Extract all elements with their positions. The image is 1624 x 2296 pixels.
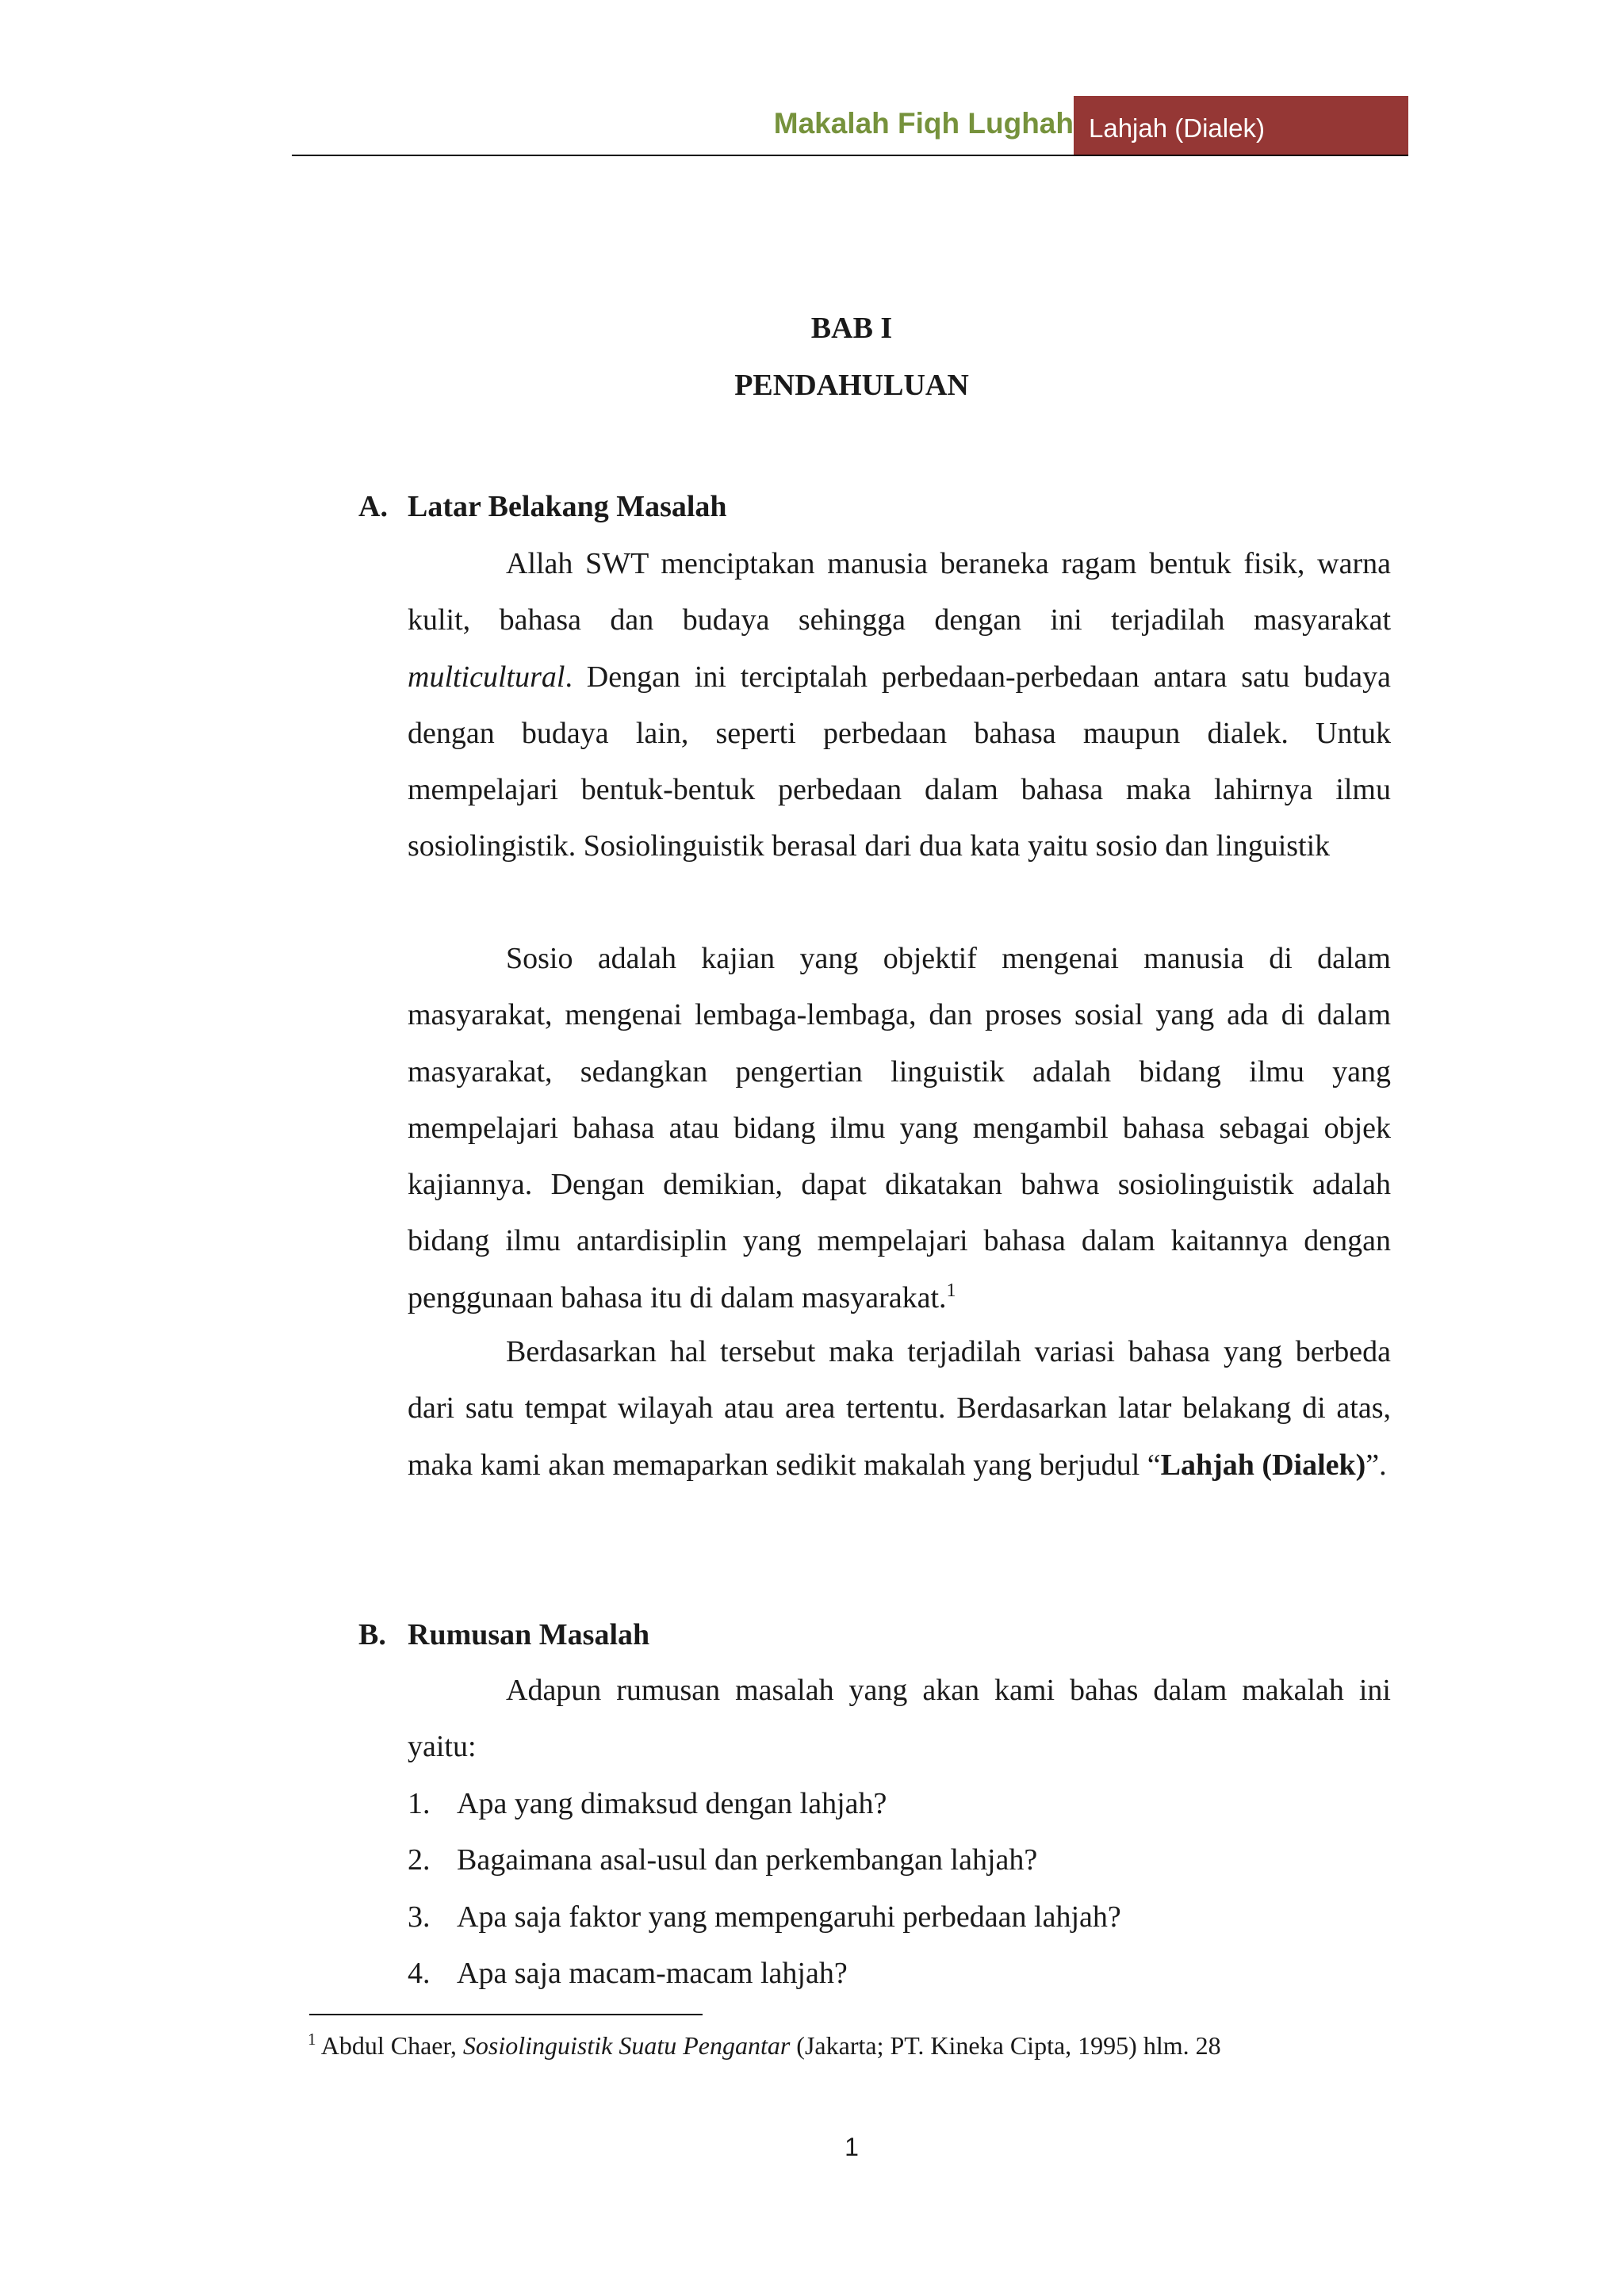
chapter-title: PENDAHULUAN	[734, 369, 969, 402]
paragraph-text: Berdasarkan hal tersebut maka terjadilah variasi bahasa yang berbeda dari satu tempat wilayah atau area tertentu. Berdasarkan latar belakang di atas, maka kami akan memaparkan sedikit makalah yang berjudul “	[408, 1335, 1391, 1482]
list-text: Apa saja macam-macam lahjah?	[457, 1956, 848, 1990]
footnote-publication: (Jakarta; PT. Kineka Cipta, 1995) hlm. 28	[790, 2031, 1221, 2060]
list-number: 3.	[408, 1900, 431, 1934]
list-item	[408, 1889, 1391, 1946]
list-text: Bagaimana asal-usul dan perkembangan lahjah?	[457, 1843, 1038, 1877]
document-title: Makalah Fiqh Lughah	[773, 107, 1074, 140]
list-number: 4.	[408, 1956, 431, 1990]
page-number: 1	[845, 2133, 859, 2161]
section-marker: A.	[358, 490, 388, 523]
paragraph-text: . Dengan ini terciptalah perbedaan-perbedaan antara satu budaya dengan budaya lain, seperti perbedaan bahasa maupun dialek. Untuk mempelajari bentuk-bentuk perbedaan dalam bahasa maka lahirnya ilmu sosiolingistik. Sosiolinguistik berasal dari dua kata yaitu sosio dan linguistik	[408, 660, 1391, 863]
emphasized-term: multicultural	[408, 660, 565, 694]
section-heading-problem	[358, 1617, 649, 1652]
footnote-number: 1	[308, 2030, 316, 2049]
topic-tab-label: Lahjah (Dialek)	[1089, 113, 1265, 143]
footnote-book-title: Sosiolinguistik Suatu Pengantar	[462, 2031, 791, 2060]
paragraph-background-1	[408, 536, 1391, 875]
section-marker: B.	[358, 1618, 386, 1651]
footnote-divider	[309, 2014, 703, 2015]
header-divider	[292, 155, 1408, 156]
list-item	[408, 1946, 1391, 2002]
paragraph-text: Sosio adalah kajian yang objektif mengenai manusia di dalam masyarakat, mengenai lembaga-lembaga, dan proses sosial yang ada di dalam masyarakat, sedangkan pengertian linguistik adalah bidang ilmu yang mempelajari bahasa atau bidang ilmu yang mengambil bahasa sebagai objek kajiannya. Dengan demikian, dapat dikatakan bahwa sosiolinguistik adalah bidang ilmu antardisiplin yang mempelajari bahasa dalam kaitannya dengan penggunaan bahasa itu di dalam masyarakat.	[408, 942, 1391, 1314]
list-item	[408, 1776, 1391, 1832]
chapter-number: BAB I	[810, 312, 893, 345]
list-number: 1.	[408, 1787, 431, 1820]
footnote-reference[interactable]: 1	[946, 1280, 956, 1301]
paragraph-background-3	[408, 1324, 1391, 1494]
section-heading-background	[358, 489, 727, 524]
paragraph-background-2	[408, 931, 1391, 1326]
list-number: 2.	[408, 1843, 431, 1877]
problem-list	[408, 1776, 1391, 2002]
list-item	[408, 1832, 1391, 1888]
list-text: Apa yang dimaksud dengan lahjah?	[457, 1787, 887, 1820]
paragraph-text: Adapun rumusan masalah yang akan kami bahas dalam makalah ini yaitu:	[408, 1674, 1391, 1764]
section-title: Rumusan Masalah	[408, 1618, 650, 1651]
paragraph-problem-intro	[408, 1663, 1391, 1776]
footnote-author: Abdul Chaer,	[320, 2031, 463, 2060]
section-title: Latar Belakang Masalah	[408, 490, 727, 523]
footnote	[308, 2031, 1221, 2061]
paper-title-reference: Lahjah (Dialek)	[1160, 1448, 1366, 1482]
paragraph-text: ”.	[1365, 1448, 1387, 1482]
paragraph-text: Allah SWT menciptakan manusia beraneka ragam bentuk fisik, warna kulit, bahasa dan budaya sehingga dengan ini terjadilah masyarakat	[408, 547, 1391, 637]
list-text: Apa saja faktor yang mempengaruhi perbedaan lahjah?	[457, 1900, 1121, 1934]
topic-tab	[1074, 96, 1408, 156]
